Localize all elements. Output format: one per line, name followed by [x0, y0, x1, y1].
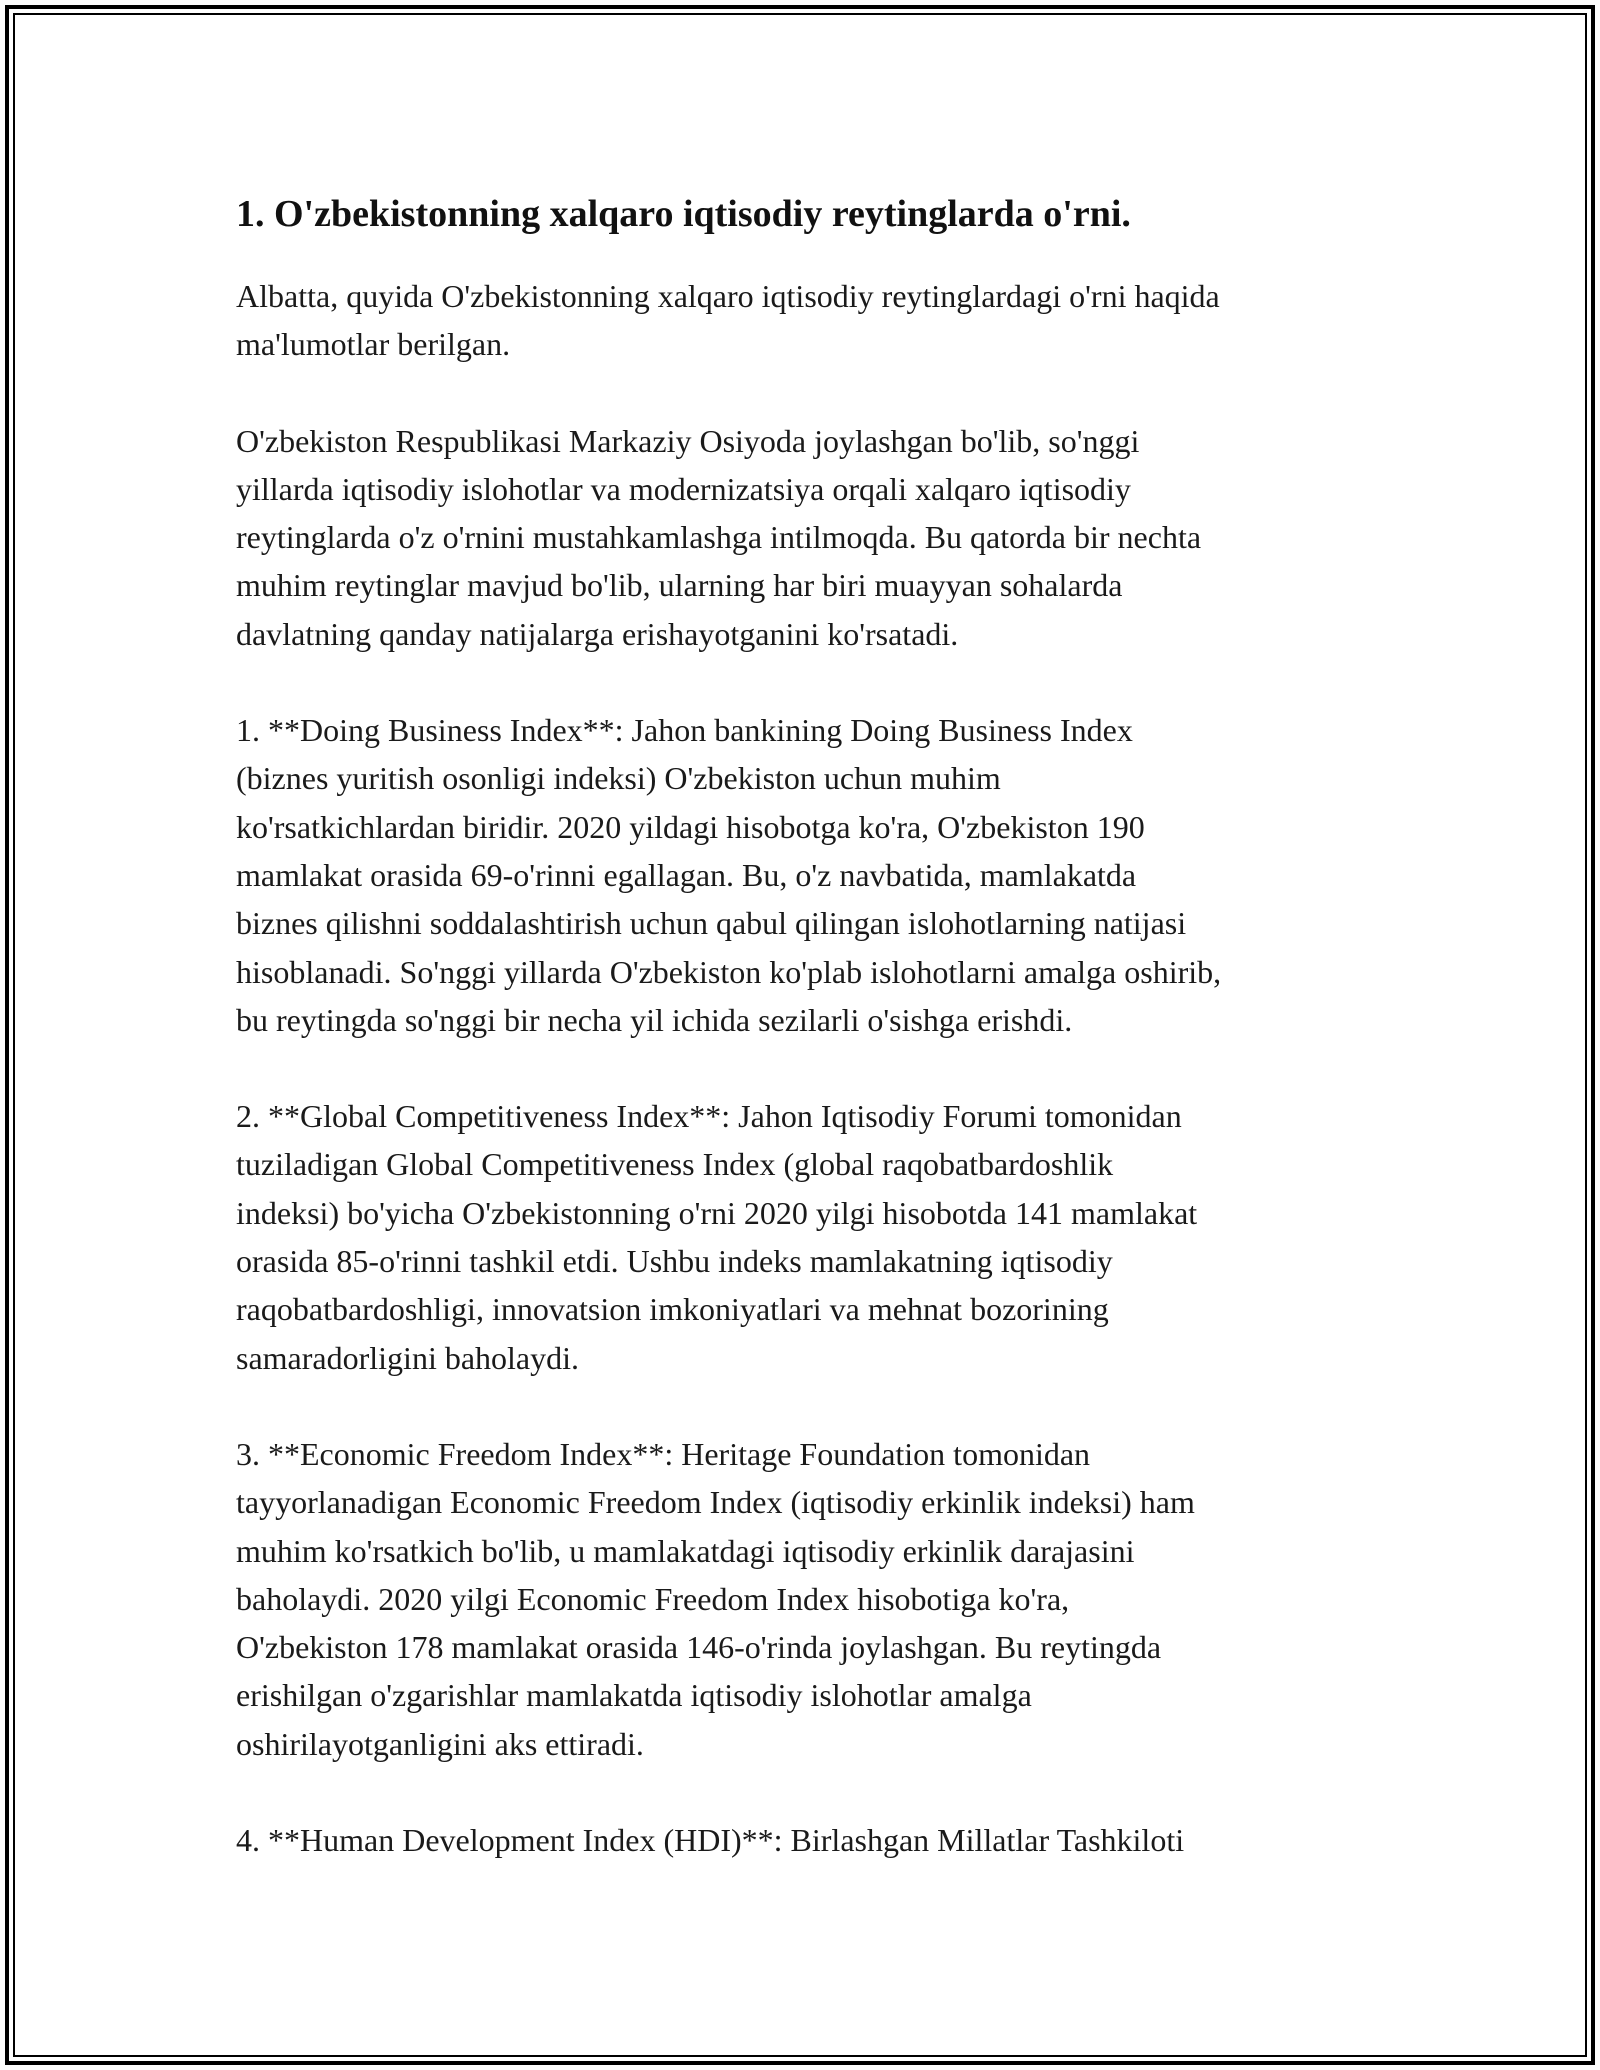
document-body: [236, 188, 1386, 1912]
human-development-paragraph: 4. **Human Development Index (HDI)**: Birlashgan Millatlar Tashkiloti: [236, 1822, 1185, 1859]
doing-business-paragraph: 1. **Doing Business Index**: Jahon bankining Doing Business Index (biznes yuritish osonligi indeksi) O'zbekiston uchun muhim ko'rsatkichlardan biridir. 2020 yildagi hisobotga ko'ra, O'zbekiston 190 mamlakat orasida 69-o'rinni egallagan. Bu, o'z navbatida, mamlakatda biznes qilishni soddalashtirish uchun qabul qilingan islohotlarning natijasi hisoblanadi. So'nggi yillarda O'zbekiston ko'plab islohotlarni amalga oshirib, bu reytingda so'nggi bir necha yil ichida sezilarli o'sishga erishdi.: [236, 712, 1222, 1038]
document-title: 1. O'zbekistonning xalqaro iqtisodiy reytinglarda o'rni.: [236, 193, 1131, 235]
global-competitiveness-paragraph: 2. **Global Competitiveness Index**: Jahon Iqtisodiy Forumi tomonidan tuziladigan Global Competitiveness Index (global raqobatbardoshlik indeksi) bo'yicha O'zbekistonning o'rni 2020 yilgi hisobotda 141 mamlakat orasida 85-o'rinni tashkil etdi. Ushbu indeks mamlakatning iqtisodiy raqobatbardoshligi, innovatsion imkoniyatlari va mehnat bozorining samaradorligini baholaydi.: [236, 1098, 1198, 1376]
economic-freedom-paragraph: 3. **Economic Freedom Index**: Heritage Foundation tomonidan tayyorlanadigan Economic Freedom Index (iqtisodiy erkinlik indeksi) ham muhim ko'rsatkich bo'lib, u mamlakatdagi iqtisodiy erkinlik darajasini baholaydi. 2020 yilgi Economic Freedom Index hisobotiga ko'ra, O'zbekiston 178 mamlakat orasida 146-o'rinda joylashgan. Bu reytingda erishilgan o'zgarishlar mamlakatda iqtisodiy islohotlar amalga oshirilayotganligini aks ettiradi.: [236, 1435, 1195, 1762]
overview-paragraph: O'zbekiston Respublikasi Markaziy Osiyoda joylashgan bo'lib, so'nggi yillarda iqtisodiy islohotlar va modernizatsiya orqali xalqaro iqtisodiy reytinglarda o'z o'rnini mustahkamlashga intilmoqda. Bu qatorda bir nechta muhim reytinglar mavjud bo'lib, ularning har biri muayyan sohalarda davlatning qanday natijalarga erishayotganini ko'rsatadi.: [236, 422, 1202, 652]
intro-paragraph: Albatta, quyida O'zbekistonning xalqaro iqtisodiy reytinglardagi o'rni haqida ma'lumotlar berilgan.: [236, 278, 1220, 363]
